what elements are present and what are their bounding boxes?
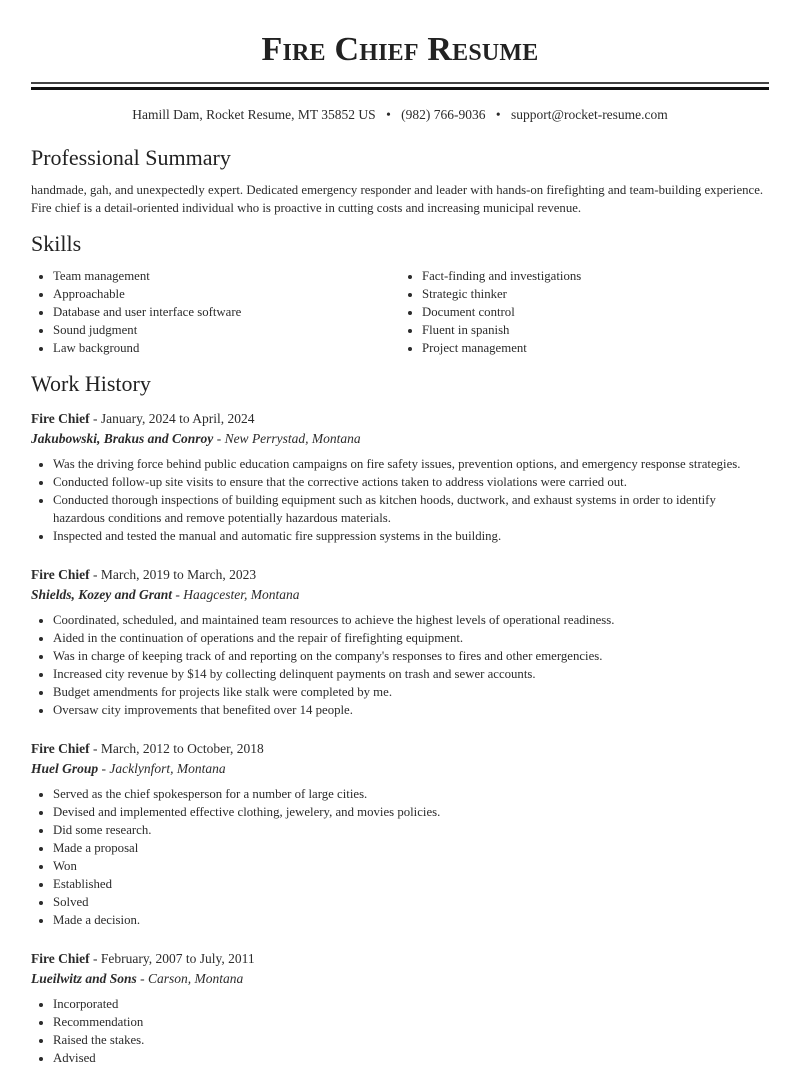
skill-item: • Team management bbox=[53, 267, 400, 285]
contact-phone: (982) 766-9036 bbox=[401, 107, 486, 122]
job-bullet: • Inspected and tested the manual and automatic fire suppression systems in the building. bbox=[53, 527, 769, 545]
job-bullet: • Made a proposal bbox=[53, 839, 769, 857]
skill-item: • Strategic thinker bbox=[422, 285, 769, 303]
job-location: Jacklynfort, Montana bbox=[109, 761, 226, 776]
job-entry bbox=[31, 409, 769, 545]
job-dates: January, 2024 to April, 2024 bbox=[100, 411, 255, 426]
job-dates: March, 2012 to October, 2018 bbox=[100, 741, 264, 756]
job-entry bbox=[31, 949, 769, 1067]
job-company: Lueilwitz and Sons bbox=[31, 971, 137, 986]
contact-separator: • bbox=[495, 107, 501, 122]
job-dates: March, 2019 to March, 2023 bbox=[100, 567, 257, 582]
job-bullet: • Aided in the continuation of operations and the repair of firefighting equipment. bbox=[53, 629, 769, 647]
job-title: Fire Chief bbox=[31, 951, 90, 966]
job-bullet: • Made a decision. bbox=[53, 911, 769, 929]
dash: - bbox=[213, 431, 225, 446]
job-company-line bbox=[31, 585, 769, 605]
job-bullets bbox=[31, 455, 769, 545]
skill-item: • Project management bbox=[422, 339, 769, 357]
job-bullet: • Served as the chief spokesperson for a number of large cities. bbox=[53, 785, 769, 803]
job-bullet: • Conducted thorough inspections of building equipment such as kitchen hoods, ductwork, and exhaust systems in order to identify hazardous conditions and remove potentially hazardous materials. bbox=[53, 491, 769, 527]
skill-item: • Fluent in spanish bbox=[422, 321, 769, 339]
job-bullets bbox=[31, 785, 769, 929]
job-title: Fire Chief bbox=[31, 411, 90, 426]
contact-line bbox=[31, 107, 769, 123]
job-bullet: • Did some research. bbox=[53, 821, 769, 839]
job-title: Fire Chief bbox=[31, 741, 90, 756]
contact-email: support@rocket-resume.com bbox=[511, 107, 668, 122]
job-company-line bbox=[31, 429, 769, 449]
job-bullet: • Solved bbox=[53, 893, 769, 911]
job-location: New Perrystad, Montana bbox=[224, 431, 361, 446]
dash: - bbox=[172, 587, 184, 602]
resume-title: Fire Chief Resume bbox=[261, 31, 539, 68]
job-bullet: • Increased city revenue by $14 by collecting delinquent payments on trash and sewer accounts. bbox=[53, 665, 769, 683]
section-heading-work-history: Work History bbox=[31, 371, 151, 396]
dash: - bbox=[89, 411, 101, 426]
job-title-line bbox=[31, 739, 769, 759]
skill-item: • Document control bbox=[422, 303, 769, 321]
job-bullet: • Was the driving force behind public education campaigns on fire safety issues, prevention options, and emergency response strategies. bbox=[53, 455, 769, 473]
job-bullet: • Devised and implemented effective clothing, jewelery, and movies policies. bbox=[53, 803, 769, 821]
skills-columns bbox=[31, 267, 769, 357]
dash: - bbox=[136, 971, 149, 986]
dash: - bbox=[89, 567, 101, 582]
contact-separator: • bbox=[386, 107, 391, 122]
dash: - bbox=[98, 761, 110, 776]
dash: - bbox=[89, 741, 101, 756]
summary-text: handmade, gah, and unexpectedly expert. Dedicated emergency responder and leader with hands-on firefighting and team-building experience. Fire chief is a detail-oriented individual who is proactive in cutting costs and increasing municipal revenue. bbox=[31, 183, 764, 215]
job-company-line bbox=[31, 759, 769, 779]
skill-item: • Approachable bbox=[53, 285, 400, 303]
skills-section bbox=[31, 231, 769, 357]
job-bullets bbox=[31, 611, 769, 719]
job-entry bbox=[31, 739, 769, 929]
section-heading-skills: Skills bbox=[31, 231, 82, 256]
job-company-line bbox=[31, 969, 769, 989]
job-bullet: • Coordinated, scheduled, and maintained team resources to achieve the highest levels of operational readiness. bbox=[53, 611, 769, 629]
job-bullet: • Conducted follow-up site visits to ensure that the corrective actions taken to address violations were carried out. bbox=[53, 473, 769, 491]
job-company: Shields, Kozey and Grant bbox=[31, 587, 173, 602]
job-bullet: • Incorporated bbox=[53, 995, 769, 1013]
job-bullet: • Established bbox=[53, 875, 769, 893]
job-bullet: • Won bbox=[53, 857, 769, 875]
job-title-line bbox=[31, 949, 769, 969]
job-title-line bbox=[31, 409, 769, 429]
job-entry bbox=[31, 565, 769, 719]
job-bullet: • Was in charge of keeping track of and reporting on the company's responses to fires and other emergencies. bbox=[53, 647, 769, 665]
job-title-line bbox=[31, 565, 769, 585]
job-location: Carson, Montana bbox=[148, 971, 244, 986]
job-bullets bbox=[31, 995, 769, 1067]
job-bullet: • Oversaw city improvements that benefited over 14 people. bbox=[53, 701, 769, 719]
skill-item: • Law background bbox=[53, 339, 400, 357]
section-heading-summary: Professional Summary bbox=[31, 145, 231, 170]
dash: - bbox=[89, 951, 101, 966]
header-rule-bottom bbox=[31, 87, 769, 90]
job-location: Haagcester, Montana bbox=[183, 587, 300, 602]
job-dates: February, 2007 to July, 2011 bbox=[100, 951, 255, 966]
header-rule-top bbox=[31, 82, 769, 84]
skill-item: • Fact-finding and investigations bbox=[422, 267, 769, 285]
skill-item: • Sound judgment bbox=[53, 321, 400, 339]
job-bullet: • Advised bbox=[53, 1049, 769, 1067]
skills-list-right bbox=[400, 267, 769, 357]
job-bullet: • Raised the stakes. bbox=[53, 1031, 769, 1049]
skills-list-left bbox=[31, 267, 400, 357]
professional-summary-section bbox=[31, 145, 769, 217]
job-bullet: • Recommendation bbox=[53, 1013, 769, 1031]
job-company: Huel Group bbox=[31, 761, 99, 776]
job-title: Fire Chief bbox=[31, 567, 90, 582]
work-history-section bbox=[31, 371, 769, 1067]
job-company: Jakubowski, Brakus and Conroy bbox=[31, 431, 214, 446]
contact-address: Hamill Dam, Rocket Resume, MT 35852 US bbox=[132, 107, 376, 122]
job-bullet: • Budget amendments for projects like stalk were completed by me. bbox=[53, 683, 769, 701]
skill-item: • Database and user interface software bbox=[53, 303, 400, 321]
